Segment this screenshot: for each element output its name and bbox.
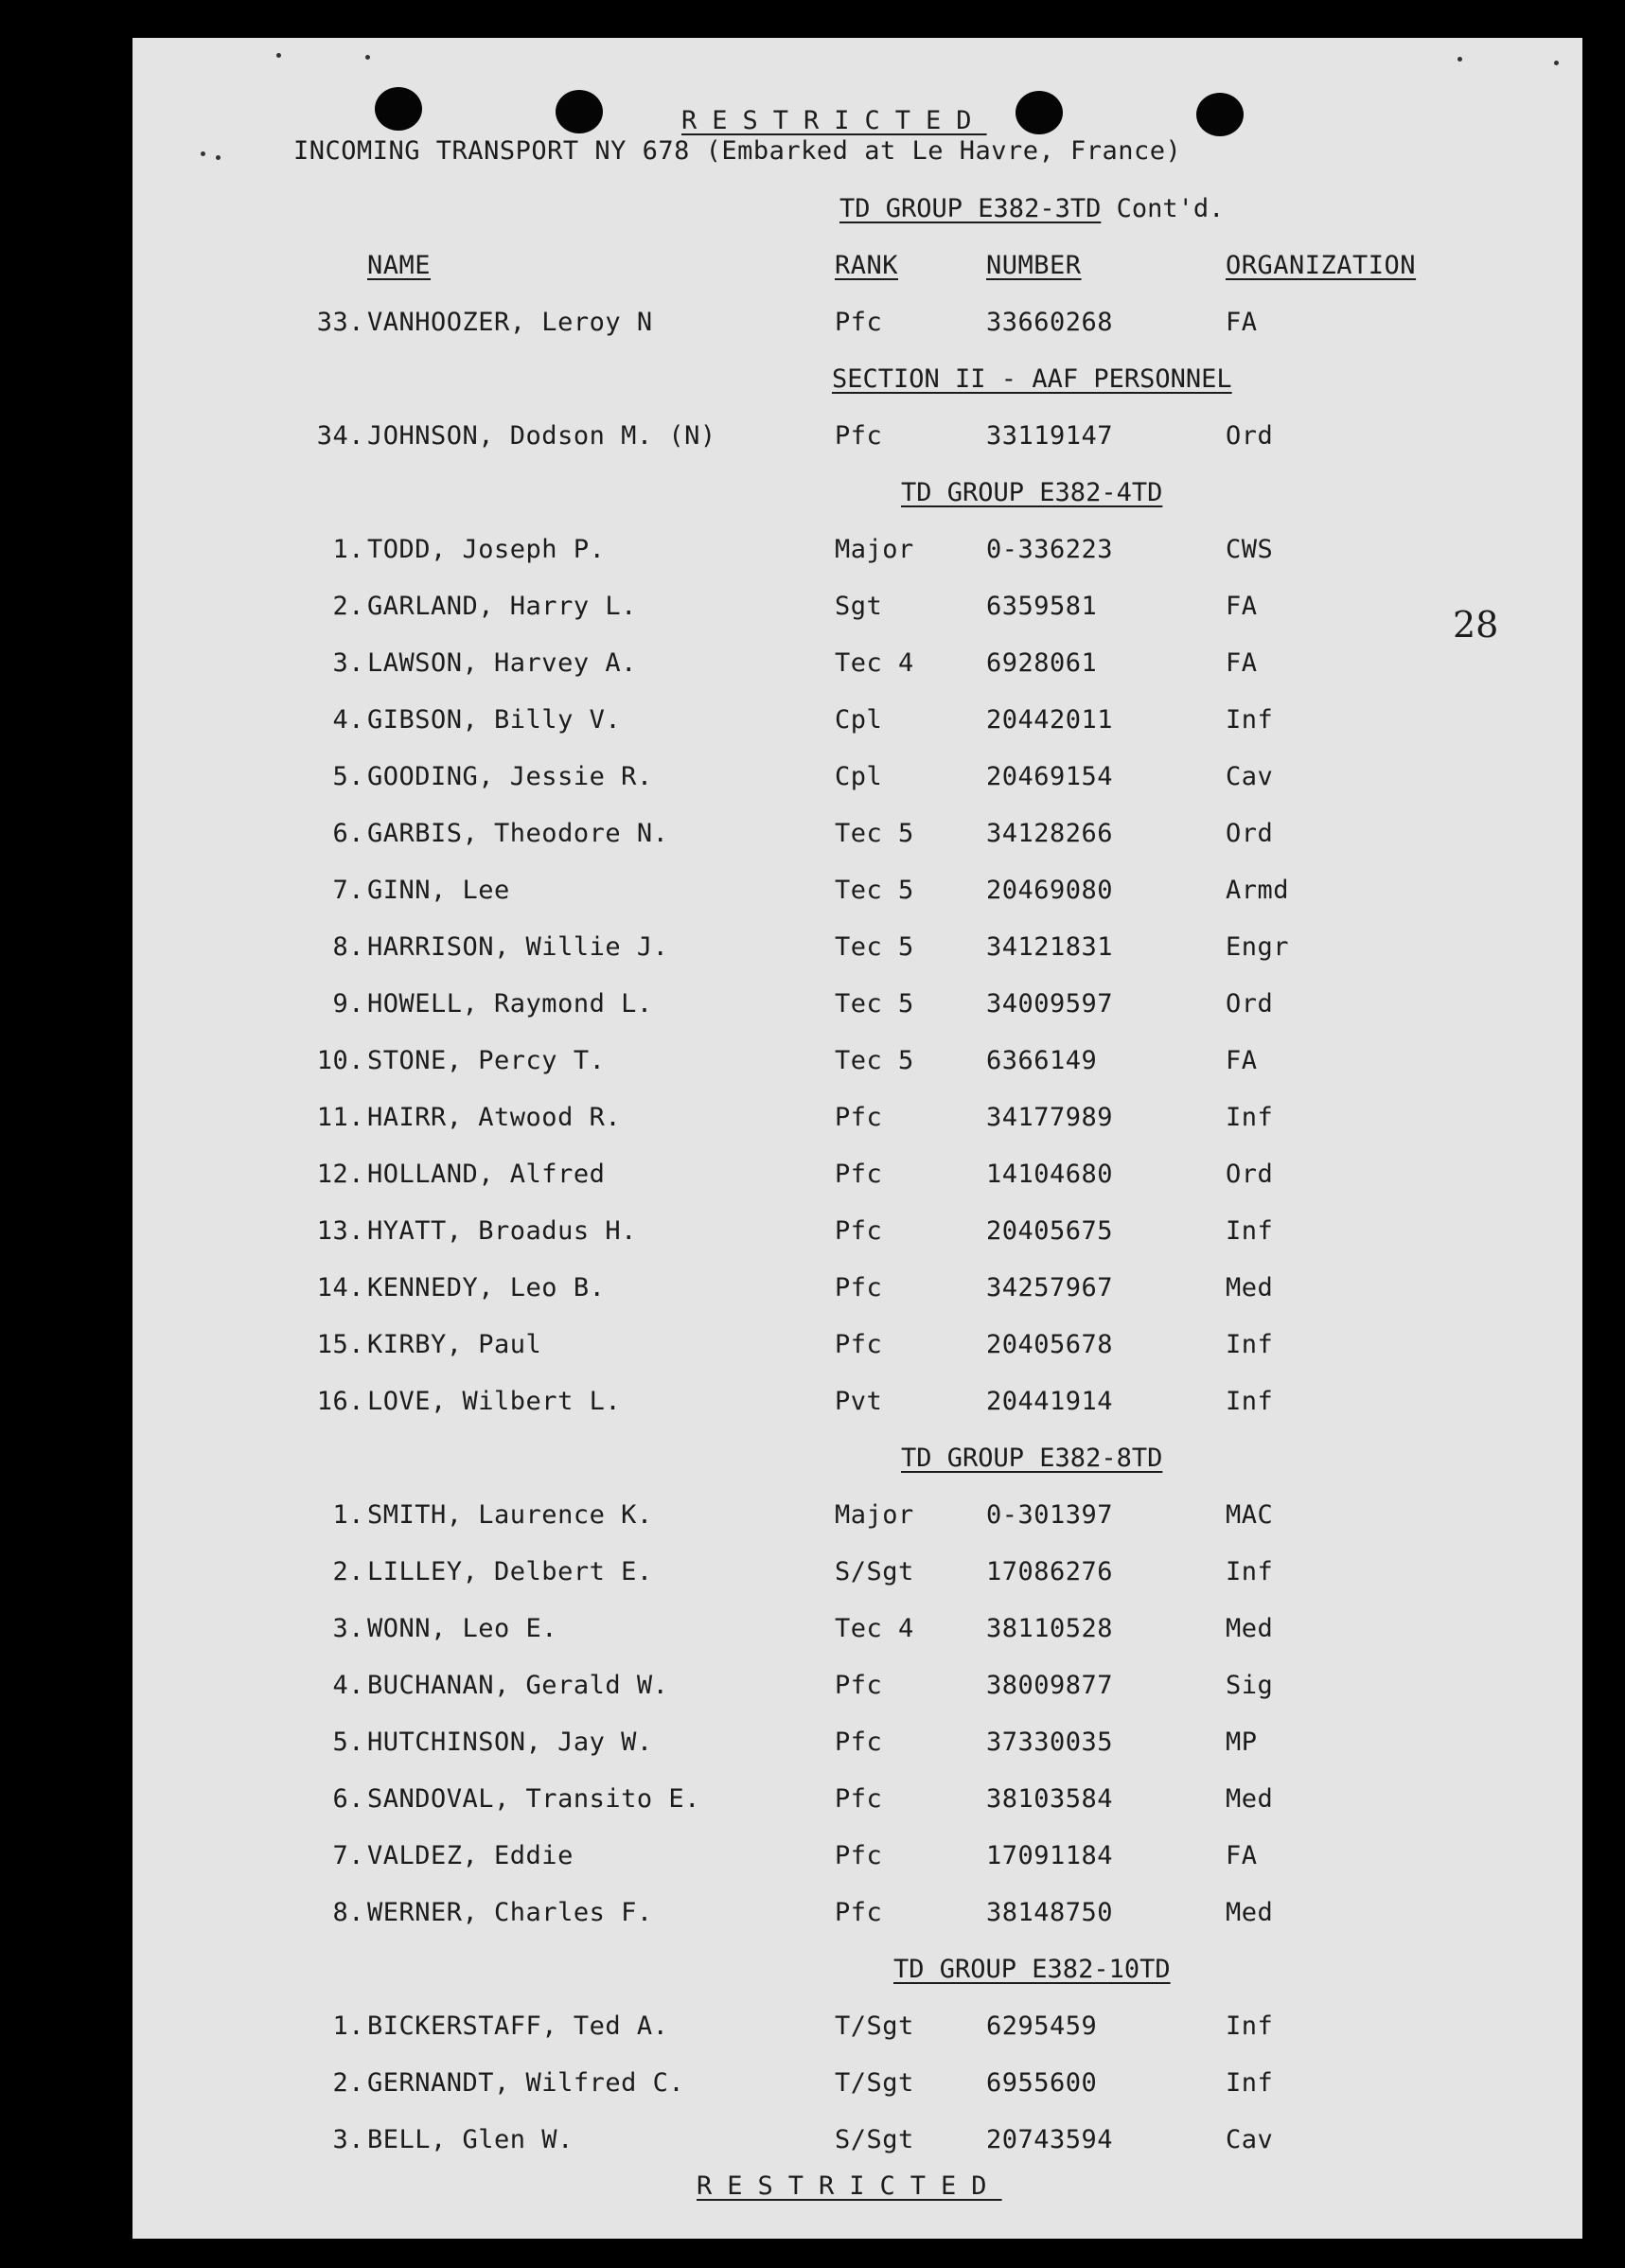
row-number: 9. <box>332 989 364 1019</box>
document-title: INCOMING TRANSPORT NY 678 (Embarked at Le Havre, France) <box>293 136 1182 166</box>
rank: Cpl <box>835 762 883 791</box>
table-row <box>132 1841 1582 1871</box>
table-row <box>132 1160 1582 1190</box>
row-number: 33. <box>316 308 364 337</box>
serial-number: 38103584 <box>986 1784 1114 1814</box>
serial-number: 20405678 <box>986 1330 1114 1359</box>
serial-number: 6295459 <box>986 2011 1098 2041</box>
section-heading-text: SECTION II - AAF PERSONNEL <box>832 364 1232 394</box>
organization: FA <box>1226 1046 1258 1075</box>
organization: Ord <box>1226 989 1274 1019</box>
organization: CWS <box>1226 535 1274 564</box>
rank: Pfc <box>835 1160 883 1189</box>
punch-hole-4 <box>1196 93 1244 136</box>
table-row <box>132 648 1582 679</box>
organization: Ord <box>1226 819 1274 848</box>
person-name: LAWSON, Harvey A. <box>367 648 637 678</box>
serial-number: 17086276 <box>986 1557 1114 1586</box>
table-row <box>132 308 1582 338</box>
section-heading-text: TD GROUP E382-10TD <box>893 1955 1171 1984</box>
table-row <box>132 1216 1582 1247</box>
row-number: 11. <box>316 1103 364 1132</box>
organization: Cav <box>1226 762 1274 791</box>
organization: Sig <box>1226 1671 1274 1700</box>
row-number: 2. <box>332 2068 364 2098</box>
person-name: GARLAND, Harry L. <box>367 592 637 621</box>
section-heading <box>901 478 1162 508</box>
row-number: 1. <box>332 1500 364 1530</box>
row-number: 1. <box>332 535 364 564</box>
page-number: 28 <box>1453 604 1499 646</box>
person-name: BICKERSTAFF, Ted A. <box>367 2011 669 2041</box>
organization: Med <box>1226 1273 1274 1302</box>
row-number: 5. <box>332 762 364 791</box>
rank: Tec 5 <box>835 876 914 905</box>
table-row <box>132 2068 1582 2099</box>
serial-number: 20469080 <box>986 876 1114 905</box>
organization: Inf <box>1226 1103 1274 1132</box>
section-heading <box>893 1955 1171 1985</box>
table-row <box>132 1614 1582 1644</box>
serial-number: 6366149 <box>986 1046 1098 1075</box>
serial-number: 6955600 <box>986 2068 1098 2098</box>
row-number: 2. <box>332 1557 364 1586</box>
restricted-footer: RESTRICTED <box>697 2171 1002 2201</box>
rank: Tec 5 <box>835 932 914 962</box>
organization: Inf <box>1226 705 1274 735</box>
serial-number: 37330035 <box>986 1728 1114 1757</box>
person-name: GIBSON, Billy V. <box>367 705 622 735</box>
rank: Tec 5 <box>835 989 914 1019</box>
punch-hole-2 <box>556 90 603 133</box>
row-number: 13. <box>316 1216 364 1246</box>
rank: Pfc <box>835 421 883 451</box>
serial-number: 34257967 <box>986 1273 1114 1302</box>
column-header-row <box>132 251 1582 281</box>
table-row <box>132 1273 1582 1303</box>
rank: Sgt <box>835 592 883 621</box>
section-heading-suffix: Cont'd. <box>1101 194 1225 223</box>
table-row <box>132 592 1582 622</box>
row-number: 6. <box>332 819 364 848</box>
row-number: 4. <box>332 1671 364 1700</box>
column-header-organization: ORGANIZATION <box>1226 251 1417 280</box>
serial-number: 34009597 <box>986 989 1114 1019</box>
row-number: 12. <box>316 1160 364 1189</box>
table-row <box>132 819 1582 849</box>
table-row <box>132 876 1582 906</box>
serial-number: 20405675 <box>986 1216 1114 1246</box>
serial-number: 20442011 <box>986 705 1114 735</box>
speck-2 <box>365 55 370 60</box>
serial-number: 6928061 <box>986 648 1098 678</box>
person-name: LOVE, Wilbert L. <box>367 1387 622 1416</box>
serial-number: 38009877 <box>986 1671 1114 1700</box>
restricted-header: RESTRICTED <box>681 106 987 135</box>
section-heading <box>839 194 1224 224</box>
organization: Engr <box>1226 932 1290 962</box>
rank: S/Sgt <box>835 1557 914 1586</box>
person-name: BUCHANAN, Gerald W. <box>367 1671 669 1700</box>
table-row <box>132 1557 1582 1587</box>
organization: Armd <box>1226 876 1290 905</box>
serial-number: 20441914 <box>986 1387 1114 1416</box>
serial-number: 0-301397 <box>986 1500 1114 1530</box>
person-name: WONN, Leo E. <box>367 1614 558 1643</box>
row-number: 7. <box>332 876 364 905</box>
section-heading-text: TD GROUP E382-3TD <box>839 194 1102 223</box>
serial-number: 20743594 <box>986 2125 1114 2154</box>
section-heading-text: TD GROUP E382-4TD <box>901 478 1163 507</box>
table-row <box>132 1728 1582 1758</box>
column-header-number: NUMBER <box>986 251 1082 280</box>
table-row <box>132 421 1582 452</box>
rank: T/Sgt <box>835 2011 914 2041</box>
organization: Ord <box>1226 1160 1274 1189</box>
organization: MP <box>1226 1728 1258 1757</box>
organization: Ord <box>1226 421 1274 451</box>
person-name: HOLLAND, Alfred <box>367 1160 606 1189</box>
organization: Inf <box>1226 1387 1274 1416</box>
serial-number: 34128266 <box>986 819 1114 848</box>
column-header-rank: RANK <box>835 251 899 280</box>
table-row <box>132 1671 1582 1701</box>
table-row <box>132 1046 1582 1076</box>
organization: Inf <box>1226 1557 1274 1586</box>
table-row <box>132 535 1582 565</box>
serial-number: 33660268 <box>986 308 1114 337</box>
document-page <box>132 38 1582 2239</box>
serial-number: 0-336223 <box>986 535 1114 564</box>
row-number: 3. <box>332 648 364 678</box>
punch-hole-3 <box>1016 91 1063 134</box>
organization: FA <box>1226 592 1258 621</box>
organization: Med <box>1226 1614 1274 1643</box>
organization: FA <box>1226 308 1258 337</box>
row-number: 14. <box>316 1273 364 1302</box>
organization: Inf <box>1226 2011 1274 2041</box>
rank: Pfc <box>835 1671 883 1700</box>
table-row <box>132 1784 1582 1815</box>
section-heading <box>832 364 1232 395</box>
rank: Tec 5 <box>835 819 914 848</box>
rank: T/Sgt <box>835 2068 914 2098</box>
row-number: 1. <box>332 2011 364 2041</box>
person-name: GERNANDT, Wilfred C. <box>367 2068 685 2098</box>
person-name: VANHOOZER, Leroy N <box>367 308 653 337</box>
organization: Inf <box>1226 1330 1274 1359</box>
speck-4 <box>1554 61 1559 65</box>
speck-5 <box>201 151 205 156</box>
organization: FA <box>1226 648 1258 678</box>
table-row <box>132 1387 1582 1417</box>
person-name: HAIRR, Atwood R. <box>367 1103 622 1132</box>
serial-number: 34121831 <box>986 932 1114 962</box>
section-heading-text: TD GROUP E382-8TD <box>901 1444 1163 1473</box>
rank: Tec 4 <box>835 648 914 678</box>
table-row <box>132 2011 1582 2042</box>
rank: Pfc <box>835 1784 883 1814</box>
person-name: STONE, Percy T. <box>367 1046 606 1075</box>
row-number: 2. <box>332 592 364 621</box>
speck-1 <box>276 53 281 58</box>
speck-3 <box>1457 57 1462 62</box>
organization: Med <box>1226 1898 1274 1927</box>
rank: Pfc <box>835 308 883 337</box>
person-name: GARBIS, Theodore N. <box>367 819 669 848</box>
row-number: 34. <box>316 421 364 451</box>
person-name: HARRISON, Willie J. <box>367 932 669 962</box>
rank: Cpl <box>835 705 883 735</box>
serial-number: 38110528 <box>986 1614 1114 1643</box>
person-name: TODD, Joseph P. <box>367 535 606 564</box>
person-name: HYATT, Broadus H. <box>367 1216 637 1246</box>
row-number: 5. <box>332 1728 364 1757</box>
section-heading <box>901 1444 1162 1474</box>
person-name: HUTCHINSON, Jay W. <box>367 1728 653 1757</box>
person-name: SANDOVAL, Transito E. <box>367 1784 700 1814</box>
row-number: 8. <box>332 1898 364 1927</box>
person-name: KENNEDY, Leo B. <box>367 1273 606 1302</box>
rank: Pvt <box>835 1387 883 1416</box>
table-row <box>132 1500 1582 1531</box>
punch-hole-1 <box>375 87 422 131</box>
row-number: 8. <box>332 932 364 962</box>
table-row <box>132 1103 1582 1133</box>
person-name: BELL, Glen W. <box>367 2125 574 2154</box>
rank: Tec 5 <box>835 1046 914 1075</box>
row-number: 7. <box>332 1841 364 1870</box>
person-name: KIRBY, Paul <box>367 1330 542 1359</box>
rank: Pfc <box>835 1103 883 1132</box>
row-number: 10. <box>316 1046 364 1075</box>
row-number: 15. <box>316 1330 364 1359</box>
person-name: SMITH, Laurence K. <box>367 1500 653 1530</box>
person-name: HOWELL, Raymond L. <box>367 989 653 1019</box>
person-name: GOODING, Jessie R. <box>367 762 653 791</box>
serial-number: 34177989 <box>986 1103 1114 1132</box>
serial-number: 33119147 <box>986 421 1114 451</box>
table-row <box>132 705 1582 735</box>
organization: Inf <box>1226 1216 1274 1246</box>
serial-number: 17091184 <box>986 1841 1114 1870</box>
rank: Pfc <box>835 1841 883 1870</box>
rank: Pfc <box>835 1330 883 1359</box>
row-number: 16. <box>316 1387 364 1416</box>
row-number: 4. <box>332 705 364 735</box>
table-row <box>132 1898 1582 1928</box>
rank: Tec 4 <box>835 1614 914 1643</box>
rank: S/Sgt <box>835 2125 914 2154</box>
person-name: WERNER, Charles F. <box>367 1898 653 1927</box>
organization: MAC <box>1226 1500 1274 1530</box>
table-row <box>132 989 1582 1019</box>
organization: Inf <box>1226 2068 1274 2098</box>
serial-number: 20469154 <box>986 762 1114 791</box>
rank: Major <box>835 535 914 564</box>
person-name: LILLEY, Delbert E. <box>367 1557 653 1586</box>
rank: Pfc <box>835 1273 883 1302</box>
organization: Cav <box>1226 2125 1274 2154</box>
table-row <box>132 932 1582 963</box>
table-row <box>132 1330 1582 1360</box>
row-number: 6. <box>332 1784 364 1814</box>
organization: Med <box>1226 1784 1274 1814</box>
speck-6 <box>216 155 221 160</box>
table-row <box>132 2125 1582 2155</box>
rank: Pfc <box>835 1898 883 1927</box>
rank: Pfc <box>835 1216 883 1246</box>
rank: Pfc <box>835 1728 883 1757</box>
column-header-name: NAME <box>367 251 432 280</box>
row-number: 3. <box>332 2125 364 2154</box>
person-name: JOHNSON, Dodson M. (N) <box>367 421 716 451</box>
rank: Major <box>835 1500 914 1530</box>
person-name: VALDEZ, Eddie <box>367 1841 574 1870</box>
serial-number: 14104680 <box>986 1160 1114 1189</box>
serial-number: 6359581 <box>986 592 1098 621</box>
serial-number: 38148750 <box>986 1898 1114 1927</box>
row-number: 3. <box>332 1614 364 1643</box>
organization: FA <box>1226 1841 1258 1870</box>
person-name: GINN, Lee <box>367 876 510 905</box>
table-row <box>132 762 1582 792</box>
